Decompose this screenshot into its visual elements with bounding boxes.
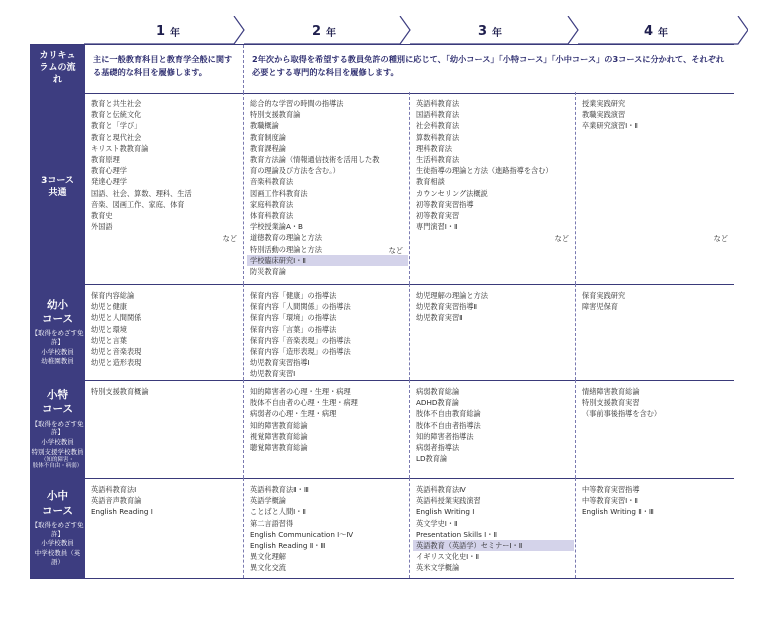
- curriculum-flow-label-text: カリキュラムの流れ: [39, 51, 76, 85]
- shoutoku-label-line2: コース: [42, 403, 73, 416]
- list-item: 教職概論: [250, 121, 279, 131]
- youshou-course-label: [30, 284, 85, 380]
- shoutoku-license-note-2: 肢体不自由・病弱）: [32, 463, 83, 470]
- list-item: 生徒指導の理論と方法（進路指導を含む）: [416, 166, 553, 176]
- youshou-license-heading: 【取得をめざす免許】: [31, 329, 84, 346]
- list-item: 知的障害教育総論: [250, 420, 308, 430]
- youshou-label-line2: コース: [42, 312, 73, 325]
- list-item: 幼児教育実習Ⅰ: [250, 369, 296, 379]
- list-item: 英語科教育法Ⅰ: [91, 485, 137, 494]
- list-item: 幼児と音楽表現: [91, 347, 142, 357]
- common-year2-etc: など: [388, 246, 403, 255]
- common-course-row: [30, 92, 734, 285]
- year-1-number: 1: [155, 23, 168, 39]
- common-year4-list: [582, 98, 730, 132]
- list-item: 英文学史Ⅰ・Ⅱ: [416, 518, 458, 528]
- list-item: 聴覚障害教育総論: [250, 443, 308, 453]
- list-item: 卒業研究演習Ⅰ・Ⅱ: [582, 121, 638, 131]
- youshou-license-2: 幼稚園教員: [41, 357, 74, 366]
- list-item: 肢体不自由者指導法: [416, 420, 481, 430]
- list-item: 教職実践演習: [582, 110, 626, 120]
- list-item: 幼児と環境: [91, 324, 127, 334]
- common-year3-etc: など: [554, 234, 569, 243]
- list-item-highlighted: 英語教育（英語学）セミナーⅠ・Ⅱ: [413, 540, 574, 551]
- list-item: 幼児教育実習Ⅱ: [416, 313, 463, 323]
- list-item: キリスト教教育論: [91, 143, 149, 153]
- shouchuu-year1-cell: [85, 478, 243, 578]
- shoutoku-year4-cell: [575, 380, 734, 478]
- common-year3-cell: [409, 92, 575, 284]
- list-item: English Reading Ⅰ: [91, 507, 153, 517]
- list-item: 学校授業論A・B: [250, 222, 303, 232]
- list-item: 図画工作科教育法: [250, 188, 308, 198]
- shoutoku-year2-list: [250, 386, 405, 453]
- year-4-label: [612, 16, 702, 46]
- year-2-number: 2: [311, 23, 324, 39]
- list-item: 教育と伝統文化: [91, 110, 142, 120]
- list-item: 教育課程論: [250, 143, 286, 153]
- list-item: 幼児教育実習指導Ⅰ: [250, 358, 310, 368]
- list-item: 病弱者指導法: [416, 443, 460, 453]
- list-item: 総合的な学習の時間の指導法: [250, 99, 344, 108]
- list-item: LD教育論: [416, 454, 448, 464]
- shoutoku-year3-list: [416, 386, 571, 464]
- list-item: English Writing Ⅰ: [416, 507, 475, 517]
- list-item: 病弱者の心理・生理・病理: [250, 409, 337, 419]
- list-item: 教育方法論（情報通信技術を活用した教: [250, 155, 380, 165]
- list-item: 外国語: [91, 222, 113, 232]
- list-item: 保育実践研究: [582, 291, 626, 300]
- common-year2-cell: [243, 92, 409, 284]
- shouchuu-label-line1: 小中: [47, 490, 68, 503]
- list-item: 視覚障害教育総論: [250, 431, 308, 441]
- year-3-suffix: 年: [492, 27, 505, 39]
- list-item: （事前事後指導を含む）: [582, 409, 662, 419]
- common-year1-cell: [85, 92, 243, 284]
- list-item: 英語学概論: [250, 496, 286, 506]
- common-year2-list: [250, 98, 405, 277]
- list-item: 情緒障害教育総論: [582, 387, 640, 396]
- list-item: 初等教育実習指導: [416, 199, 474, 209]
- common-label-line2: 共通: [48, 188, 67, 198]
- list-item: 保育内容「人間関係」の指導法: [250, 302, 351, 312]
- year-2-suffix: 年: [326, 27, 339, 39]
- list-item: 初等教育実習: [416, 211, 460, 221]
- shoutoku-year2-cell: [243, 380, 409, 478]
- list-item: English Communication Ⅰ～Ⅳ: [250, 529, 354, 539]
- year-1-label: [124, 16, 214, 46]
- list-item: 幼児教育実習指導Ⅱ: [416, 302, 478, 312]
- shouchuu-course-label: [30, 478, 85, 578]
- shoutoku-license-note-1: （知的障害・: [40, 456, 74, 463]
- list-item: 音楽、図画工作、家庭、体育: [91, 199, 185, 209]
- list-item: 理科教育法: [416, 143, 452, 153]
- list-item: 家庭科教育法: [250, 199, 294, 209]
- common-year4-cell: [575, 92, 734, 284]
- curriculum-flow-label: [30, 45, 85, 93]
- list-item: 障害児保育: [582, 302, 618, 312]
- list-item: 発達心理学: [91, 177, 127, 187]
- shoutoku-license-heading: 【取得をめざす免許】: [31, 419, 84, 437]
- shouchuu-year3-cell: [409, 478, 575, 578]
- youshou-label-line1: 幼小: [47, 298, 68, 311]
- list-item: ADHD教育論: [416, 398, 459, 408]
- list-item: イギリス文化史Ⅰ・Ⅱ: [416, 552, 480, 562]
- list-item: 教育相談: [416, 177, 445, 187]
- shouchuu-year4-list: [582, 484, 730, 518]
- shouchuu-year3-list: [416, 484, 571, 574]
- shouchuu-year2-list: [250, 484, 405, 574]
- shouchuu-license-heading: 【取得をめざす免許】: [31, 520, 84, 538]
- list-item: 保育内容「環境」の指導法: [250, 313, 337, 323]
- list-item-highlighted: 学校臨床研究Ⅰ・Ⅱ: [247, 255, 408, 266]
- year-1-suffix: 年: [170, 27, 183, 39]
- curriculum-year2-4-cell: [243, 45, 734, 93]
- youshou-year2-list: [250, 290, 405, 380]
- shoutoku-license-2: 特別支援学校教員: [31, 447, 84, 456]
- year-4-number: 4: [643, 23, 656, 39]
- list-item: 英語科授業実践演習: [416, 496, 481, 506]
- shouchuu-year1-list: [91, 484, 239, 518]
- list-item: 道徳教育の理論と方法: [250, 233, 322, 243]
- list-item: ことばと人間Ⅰ・Ⅱ: [250, 507, 306, 517]
- shoutoku-label-line1: 小特: [47, 389, 68, 402]
- list-item: 教育原理: [91, 155, 120, 165]
- common-course-label: [30, 92, 85, 284]
- list-item: 肢体不自由教育総論: [416, 409, 481, 419]
- list-item: 第二言語習得: [250, 518, 294, 528]
- youshou-year2-cell: [243, 284, 409, 380]
- youshou-license-1: 小学校教員: [41, 347, 74, 356]
- list-item: 肢体不自由者の心理・生理・病理: [250, 398, 358, 408]
- shouchuu-license-1: 小学校教員: [41, 539, 74, 548]
- curriculum-year1-text: 主に一般教育科目と教育学全般に関する基礎的な科目を履修します。: [93, 54, 233, 77]
- list-item: 算数科教育法: [416, 132, 460, 142]
- curriculum-year2-4-text: 2年次から取得を希望する教員免許の種別に応じて、「幼小コース」「小特コース」「小中コース」の3コースに分かれて、それぞれ必要とする専門的な科目を履修します。: [252, 54, 725, 77]
- list-item: 幼児と健康: [91, 302, 127, 312]
- year-3-number: 3: [477, 23, 490, 39]
- year-2-label: [280, 16, 370, 46]
- list-item: 保育内容「言葉」の指導法: [250, 324, 337, 334]
- list-item: 英語科教育法Ⅳ: [416, 485, 466, 494]
- shouchuu-year4-cell: [575, 478, 734, 578]
- list-item: 英米文学概論: [416, 563, 460, 573]
- year-3-label: [446, 16, 536, 46]
- list-item: 音楽科教育法: [250, 177, 294, 187]
- youshou-year1-cell: [85, 284, 243, 380]
- list-item: 保育内容「音楽表現」の指導法: [250, 335, 351, 345]
- shouchuu-year2-cell: [243, 478, 409, 578]
- list-item: 病弱教育総論: [416, 387, 460, 396]
- list-item: 特別支援教育論: [250, 110, 301, 120]
- list-item: English Reading Ⅱ・Ⅲ: [250, 541, 326, 551]
- list-item: 幼児理解の理論と方法: [416, 291, 488, 300]
- list-item: 教育と「学び」: [91, 121, 142, 131]
- list-item: 保育内容「造形表現」の指導法: [250, 347, 351, 357]
- list-item: 教育制度論: [250, 132, 286, 142]
- curriculum-flow-row: [30, 44, 734, 94]
- youshou-course-row: [30, 284, 734, 381]
- shouchuu-label-line2: コース: [42, 504, 73, 517]
- list-item: 異文化理解: [250, 552, 286, 562]
- list-item: 幼児と造形表現: [91, 358, 142, 368]
- curriculum-year1-cell: [85, 45, 243, 93]
- common-year3-list: [416, 98, 571, 232]
- shouchuu-course-row: [30, 478, 734, 579]
- list-item: 中等教育実習指導: [582, 485, 640, 494]
- shoutoku-license-1: 小学校教員: [41, 438, 74, 447]
- list-item: 幼児と人間関係: [91, 313, 142, 323]
- list-item: 育の理論及び方法を含む。）: [250, 166, 340, 176]
- list-item: カウンセリング法概説: [416, 188, 488, 198]
- list-item: 社会科教育法: [416, 121, 460, 131]
- common-year4-etc: など: [713, 234, 728, 243]
- list-item: 教育と現代社会: [91, 132, 142, 142]
- youshou-year4-cell: [575, 284, 734, 380]
- shoutoku-year1-cell: [85, 380, 243, 478]
- list-item: 体育科教育法: [250, 211, 294, 221]
- shoutoku-year4-list: [582, 386, 730, 420]
- list-item: 生活科教育法: [416, 155, 460, 165]
- list-item: Presentation Skills Ⅰ・Ⅱ: [416, 529, 498, 539]
- list-item: 英語科教育法Ⅱ・Ⅲ: [250, 485, 309, 494]
- list-item: 保育内容総論: [91, 291, 135, 300]
- year-header: [84, 16, 748, 46]
- list-item: 保育内容「健康」の指導法: [250, 291, 337, 300]
- youshou-year4-list: [582, 290, 730, 312]
- list-item: 知的障害者指導法: [416, 431, 474, 441]
- list-item: 幼児と言葉: [91, 335, 127, 345]
- common-year1-list: [91, 98, 239, 232]
- shoutoku-course-row: [30, 380, 734, 479]
- list-item: 教育と共生社会: [91, 99, 142, 108]
- list-item: 特別支援教育実習: [582, 398, 640, 408]
- list-item: 知的障害者の心理・生理・病理: [250, 387, 351, 396]
- list-item: 特別支援教育概論: [91, 387, 149, 396]
- shoutoku-year1-list: [91, 386, 239, 397]
- list-item: 防災教育論: [250, 267, 286, 277]
- list-item: 授業実践研究: [582, 99, 626, 108]
- list-item: English Writing Ⅱ・Ⅲ: [582, 507, 654, 517]
- list-item: 国語科教育法: [416, 110, 460, 120]
- list-item: 中等教育実習Ⅰ・Ⅱ: [582, 496, 638, 506]
- list-item: 異文化交流: [250, 563, 286, 573]
- list-item: 英語音声教育論: [91, 496, 142, 506]
- common-label-line1: 3コース: [41, 176, 74, 187]
- list-item: 英語科教育法: [416, 99, 460, 108]
- youshou-year3-cell: [409, 284, 575, 380]
- list-item: 特別活動の理論と方法: [250, 244, 322, 254]
- list-item: 国語、社会、算数、理科、生活: [91, 188, 192, 198]
- youshou-year1-list: [91, 290, 239, 368]
- list-item: 教育心理学: [91, 166, 127, 176]
- youshou-year3-list: [416, 290, 571, 324]
- common-year1-etc: など: [222, 234, 237, 243]
- shouchuu-license-2: 中学校教員（英語）: [34, 549, 81, 566]
- year-4-suffix: 年: [658, 27, 671, 39]
- list-item: 専門演習Ⅰ・Ⅱ: [416, 222, 458, 232]
- shoutoku-year3-cell: [409, 380, 575, 478]
- shoutoku-course-label: [30, 380, 85, 478]
- list-item: 教育史: [91, 211, 113, 221]
